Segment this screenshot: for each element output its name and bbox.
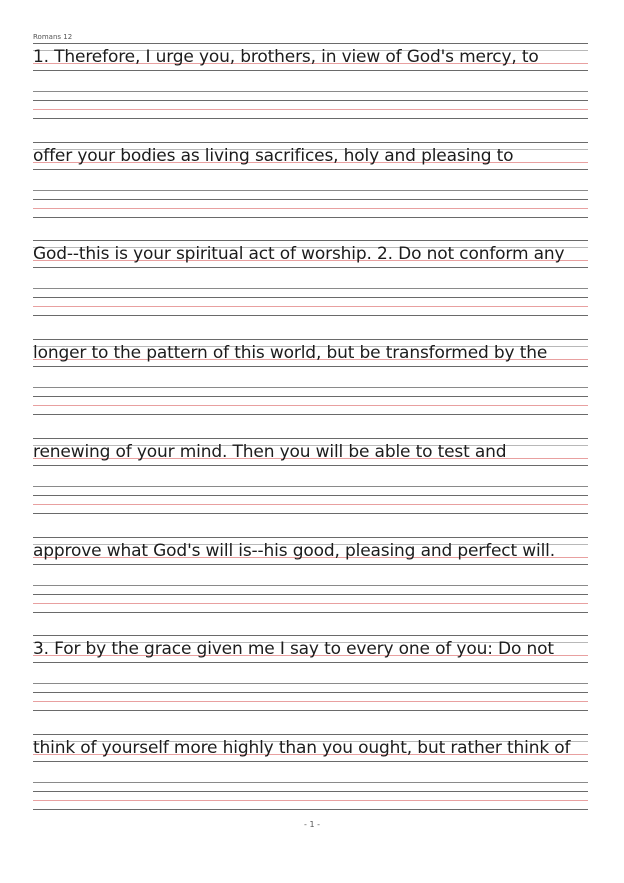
ruled-line [33, 603, 588, 604]
practice-line-block [33, 537, 588, 615]
practice-line-block [33, 339, 588, 417]
ruled-line [33, 662, 588, 663]
verse-text-line: longer to the pattern of this world, but be transformed by the [33, 343, 548, 363]
ruled-line [33, 734, 588, 735]
practice-line-block [33, 43, 588, 121]
ruled-line [33, 297, 588, 298]
practice-line-block [33, 734, 588, 812]
ruled-line [33, 267, 588, 268]
ruled-line [33, 43, 588, 44]
verse-text-line: God--this is your spiritual act of worship. 2. Do not conform any [33, 244, 565, 264]
ruled-line [33, 761, 588, 762]
practice-line-block [33, 635, 588, 713]
ruled-line [33, 240, 588, 241]
ruled-line [33, 414, 588, 415]
ruled-line [33, 288, 588, 289]
ruled-line [33, 537, 588, 538]
ruled-line [33, 199, 588, 200]
ruled-line [33, 70, 588, 71]
verse-text-line: 3. For by the grace given me I say to every one of you: Do not [33, 639, 554, 659]
ruled-line [33, 504, 588, 505]
ruled-line [33, 118, 588, 119]
practice-line-block [33, 240, 588, 318]
ruled-line [33, 585, 588, 586]
verse-text-line: renewing of your mind. Then you will be able to test and [33, 442, 507, 462]
verse-text-line: offer your bodies as living sacrifices, holy and pleasing to [33, 146, 514, 166]
ruled-line [33, 513, 588, 514]
ruled-line [33, 217, 588, 218]
ruled-line [33, 495, 588, 496]
ruled-line [33, 208, 588, 209]
practice-line-block [33, 142, 588, 220]
ruled-line [33, 710, 588, 711]
page-header-title: Romans 12 [33, 33, 73, 41]
ruled-line [33, 315, 588, 316]
ruled-line [33, 109, 588, 110]
ruled-line [33, 594, 588, 595]
ruled-line [33, 701, 588, 702]
ruled-line [33, 782, 588, 783]
ruled-line [33, 683, 588, 684]
ruled-line [33, 306, 588, 307]
ruled-line [33, 791, 588, 792]
ruled-line [33, 142, 588, 143]
ruled-line [33, 396, 588, 397]
ruled-line [33, 692, 588, 693]
ruled-line [33, 91, 588, 92]
ruled-line [33, 809, 588, 810]
verse-text-line: approve what God's will is--his good, pleasing and perfect will. [33, 541, 555, 561]
verse-text-line: think of yourself more highly than you ought, but rather think of [33, 738, 571, 758]
ruled-line [33, 564, 588, 565]
ruled-line [33, 635, 588, 636]
ruled-line [33, 438, 588, 439]
ruled-line [33, 486, 588, 487]
ruled-line [33, 612, 588, 613]
page-number: - 1 - [304, 820, 320, 829]
ruled-line [33, 405, 588, 406]
ruled-line [33, 339, 588, 340]
ruled-line [33, 190, 588, 191]
ruled-line [33, 169, 588, 170]
ruled-line [33, 800, 588, 801]
verse-text-line: 1. Therefore, I urge you, brothers, in view of God's mercy, to [33, 47, 539, 67]
ruled-line [33, 366, 588, 367]
ruled-line [33, 465, 588, 466]
practice-line-block [33, 438, 588, 516]
ruled-line [33, 387, 588, 388]
ruled-line [33, 100, 588, 101]
